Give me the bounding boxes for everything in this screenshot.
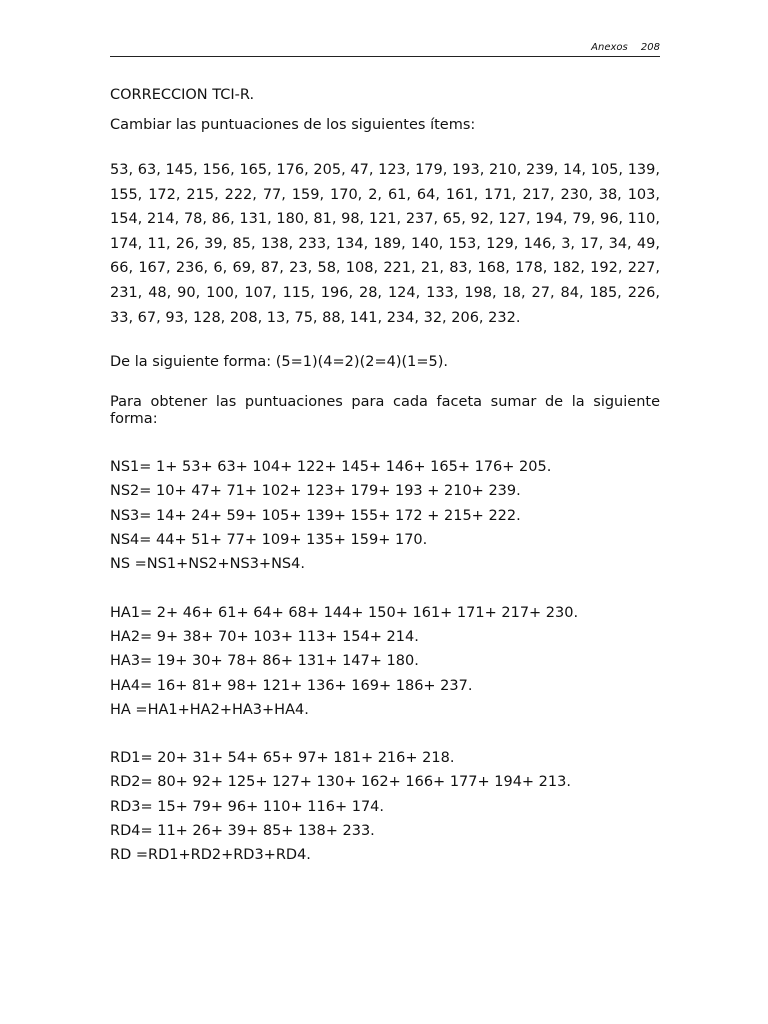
- formula-line: HA3= 19+ 30+ 78+ 86+ 131+ 147+ 180.: [110, 653, 419, 670]
- formula-line: NS4= 44+ 51+ 77+ 109+ 135+ 159+ 170.: [110, 532, 428, 549]
- scoring-mode: De la siguiente forma: (5=1)(4=2)(2=4)(1=5).: [110, 354, 449, 371]
- header-section: Anexos: [591, 42, 628, 53]
- formula-line: HA4= 16+ 81+ 98+ 121+ 136+ 169+ 186+ 237.: [110, 677, 473, 694]
- formula-line: RD4= 11+ 26+ 39+ 85+ 138+ 233.: [110, 823, 375, 840]
- formula-line: RD3= 15+ 79+ 96+ 110+ 116+ 174.: [110, 798, 385, 815]
- document-title: CORRECCION TCI-R.: [110, 87, 255, 103]
- formula-total: RD =RD1+RD2+RD3+RD4.: [110, 847, 311, 864]
- formula-group-ha: [110, 601, 660, 722]
- formula-line: HA1= 2+ 46+ 61+ 64+ 68+ 144+ 150+ 161+ 171+ 217+ 230.: [110, 604, 579, 621]
- formula-line: NS2= 10+ 47+ 71+ 102+ 123+ 179+ 193 + 210+ 239.: [110, 483, 521, 500]
- page-header: [110, 42, 660, 57]
- intro-text: Cambiar las puntuaciones de los siguientes ítems:: [110, 117, 476, 133]
- formula-group-ns: [110, 455, 660, 576]
- formula-group-rd: [110, 746, 660, 867]
- formula-line: RD2= 80+ 92+ 125+ 127+ 130+ 162+ 166+ 177+ 194+ 213.: [110, 774, 571, 791]
- formula-total: HA =HA1+HA2+HA3+HA4.: [110, 701, 309, 718]
- formula-line: NS1= 1+ 53+ 63+ 104+ 122+ 145+ 146+ 165+ 176+ 205.: [110, 459, 552, 476]
- items-list: 53, 63, 145, 156, 165, 176, 205, 47, 123, 179, 193, 210, 239, 14, 105, 139, 155, 172, 215, 222, 77, 159, 170, 2, 61, 64, 161, 171, 217, 230, 38, 103, 154, 214, 78, 86, 131, 180, 81, 98, 121, 237, 65, 92, 127, 194, 79, 96, 110, 174, 11, 26, 39, 85, 138, 233, 134, 189, 140, 153, 129, 146, 3, 17, 34, 49, 66, 167, 236, 6, 69, 87, 23, 58, 108, 221, 21, 83, 168, 178, 182, 192, 227, 231, 48, 90, 100, 107, 115, 196, 28, 124, 133, 198, 18, 27, 84, 185, 226, 33, 67, 93, 128, 208, 13, 75, 88, 141, 234, 32, 206, 232.: [110, 162, 660, 326]
- page-number: 208: [640, 42, 660, 53]
- formula-total: NS =NS1+NS2+NS3+NS4.: [110, 556, 305, 573]
- formula-line: HA2= 9+ 38+ 70+ 103+ 113+ 154+ 214.: [110, 628, 419, 645]
- formula-line: NS3= 14+ 24+ 59+ 105+ 139+ 155+ 172 + 215+ 222.: [110, 507, 521, 524]
- page-content: [110, 87, 660, 892]
- formula-line: RD1= 20+ 31+ 54+ 65+ 97+ 181+ 216+ 218.: [110, 750, 455, 767]
- instruction-text: Para obtener las puntuaciones para cada faceta sumar de la siguiente forma:: [110, 394, 660, 428]
